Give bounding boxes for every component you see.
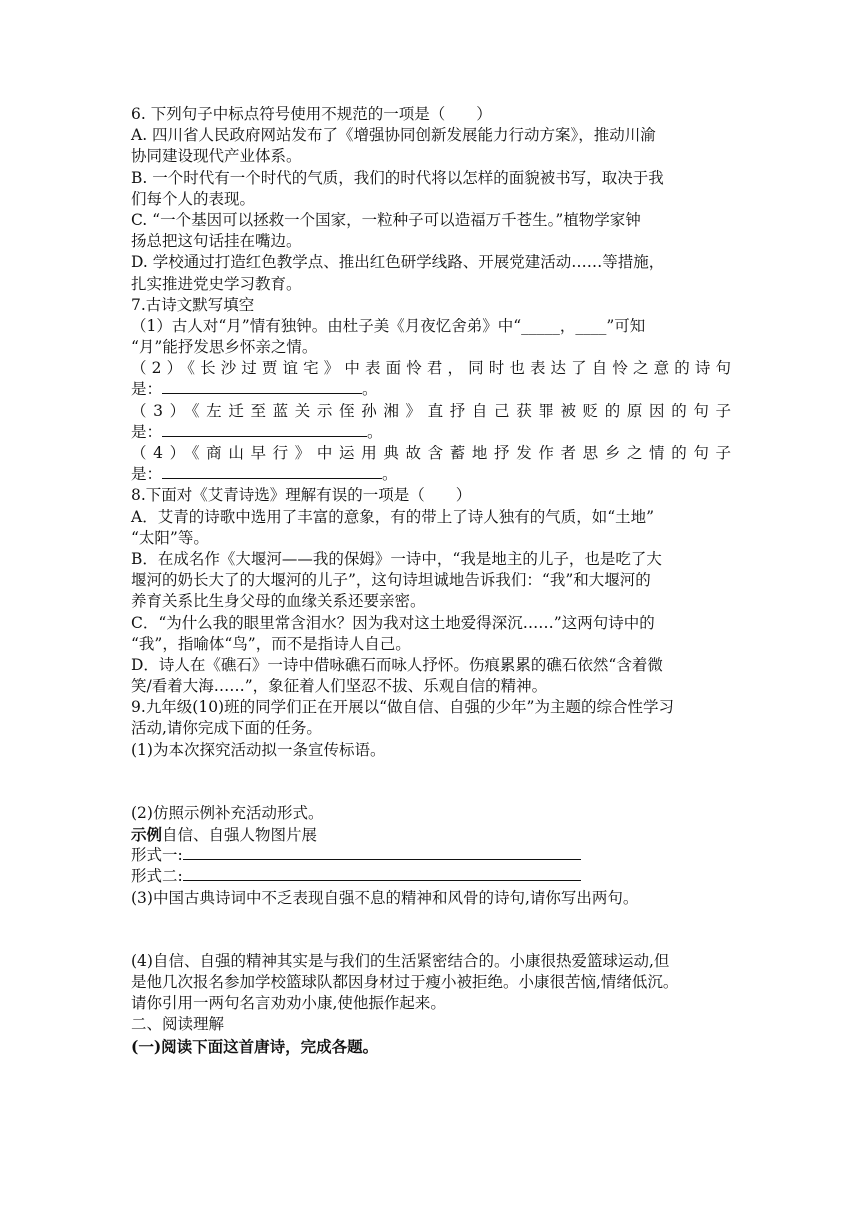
q8-option-c-line2: “我”，指喻体“鸟”，而不是指诗人自己。 — [131, 634, 411, 653]
q8-option-d-line1: D．诗人在《礁石》一诗中借咏礁石而咏人抒怀。伤痕累累的礁石依然“含着微 — [131, 655, 663, 674]
q6-option-b-line2: 们每个人的表现。 — [131, 189, 256, 208]
q7-item4-answer-blank[interactable] — [162, 464, 382, 479]
q6-option-d-line1: D. 学校通过打造红色教学点、推出红色研学线路、开展党建活动……等措施， — [131, 253, 665, 272]
q9-part2: (2)仿照示例补充活动形式。 — [131, 803, 324, 822]
exam-page — [131, 104, 731, 1057]
q7-item3-line1: （3）《左迁至蓝关示侄孙湘》直抒自己获罪被贬的原因的句子 — [131, 401, 731, 420]
q7-item2-suffix: 。 — [362, 380, 378, 399]
q7-item3-suffix: 。 — [367, 422, 383, 441]
section2-subtitle: (一)阅读下面这首唐诗，完成各题。 — [131, 1036, 379, 1056]
q6-option-a-line1: A. 四川省人民政府网站发布了《增强协同创新发展能力行动方案》，推动川渝 — [131, 126, 656, 145]
q6-stem: 6. 下列句子中标点符号使用不规范的一项是（ ） — [131, 105, 492, 123]
q9-example-label: 示例 — [131, 825, 163, 844]
q7-stem: 7.古诗文默写填空 — [131, 295, 255, 314]
q7-item3-line2 — [131, 422, 731, 443]
q7-item2-prefix: 是： — [131, 380, 163, 399]
q9-form2 — [131, 866, 731, 887]
q9-part4-line2: 是他几次报名参加学校篮球队都因身材过于瘦小被拒绝。小康很苦恼,情绪低沉。 — [131, 972, 679, 991]
q9-form2-label: 形式二: — [131, 867, 183, 886]
q7-item4-prefix: 是： — [131, 465, 163, 484]
q8-stem: 8.下面对《艾青诗选》理解有误的一项是（ ） — [131, 486, 472, 505]
q7-item4-suffix: 。 — [382, 465, 398, 484]
q9-stem-line1: 9.九年级(10)班的同学们正在开展以“做自信、自强的少年”为主题的综合性学习 — [131, 698, 674, 717]
q8-option-c-line1: C．“为什么我的眼里常含泪水？因为我对这土地爱得深沉……”这两句诗中的 — [131, 613, 655, 632]
q8-option-a-line1: A．艾青的诗歌中选用了丰富的意象，有的带上了诗人独有的气质，如“土地” — [131, 507, 655, 526]
q7-item3-prefix: 是： — [131, 422, 163, 441]
q9-part4-line3: 请你引用一两句名言劝劝小康,使他振作起来。 — [131, 994, 446, 1013]
q8-option-d-line2: 笑/看着大海……”，象征着人们坚忍不拔、乐观自信的精神。 — [131, 677, 548, 696]
q8-option-b-line3: 养育关系比生身父母的血缘关系还要亲密。 — [131, 592, 426, 611]
q7-item1-line1: （1）古人对“月”情有独钟。由杜子美《月夜忆舍弟》中“_____，____”可知 — [131, 316, 646, 335]
q9-example-text: 自信、自强人物图片展 — [162, 826, 318, 844]
q9-form2-blank[interactable] — [183, 866, 581, 881]
q7-item2-line1: （2）《长沙过贾谊宅》中表面怜君，同时也表达了自怜之意的诗句 — [131, 359, 731, 378]
q9-part1: (1)为本次探究活动拟一条宣传标语。 — [131, 740, 386, 759]
q7-item2-line2 — [131, 379, 731, 400]
q8-option-b-line2: 堰河的奶长大了的大堰河的儿子”，这句诗坦诚地告诉我们：“我”和大堰河的 — [131, 571, 651, 590]
q7-item1-line2: “月”能抒发思乡怀亲之情。 — [131, 338, 318, 357]
q9-form1-label: 形式一: — [131, 846, 183, 865]
q6-option-b-line1: B. 一个时代有一个时代的气质，我们的时代将以怎样的面貌被书写，取决于我 — [131, 168, 664, 187]
q9-part3-answer-space[interactable] — [131, 909, 731, 951]
q9-example — [131, 824, 731, 845]
q9-stem-line2: 活动,请你完成下面的任务。 — [131, 719, 322, 738]
q9-form1 — [131, 845, 731, 866]
q7-item4-line1: （4）《商山早行》中运用典故含蓄地抒发作者思乡之情的句子 — [131, 444, 731, 462]
q6-option-d-line2: 扎实推进党史学习教育。 — [131, 274, 302, 293]
q9-part1-answer-space[interactable] — [131, 761, 731, 803]
q7-item4-line2 — [131, 464, 731, 485]
q7-item3-answer-blank[interactable] — [162, 422, 367, 437]
q8-option-b-line1: B．在成名作《大堰河——我的保姆》一诗中，“我是地主的儿子，也是吃了大 — [131, 549, 662, 568]
q6-option-a-line2: 协同建设现代产业体系。 — [131, 147, 302, 166]
q6-option-c-line2: 扬总把这句话挂在嘴边。 — [131, 232, 302, 251]
q8-option-a-line2: “太阳”等。 — [131, 528, 209, 547]
q9-part3: (3)中国古典诗词中不乏表现自强不息的精神和风骨的诗句,请你写出两句。 — [131, 888, 639, 907]
q9-part4-line1: (4)自信、自强的精神其实是与我们的生活紧密结合的。小康很热爱篮球运动,但 — [131, 951, 670, 970]
section2-title: 二、阅读理解 — [131, 1015, 225, 1034]
q7-item2-answer-blank[interactable] — [162, 379, 362, 394]
q9-form1-blank[interactable] — [183, 845, 581, 860]
q6-option-c-line1: C. “一个基因可以拯救一个国家，一粒种子可以造福万千苍生。”植物学家钟 — [131, 210, 641, 229]
